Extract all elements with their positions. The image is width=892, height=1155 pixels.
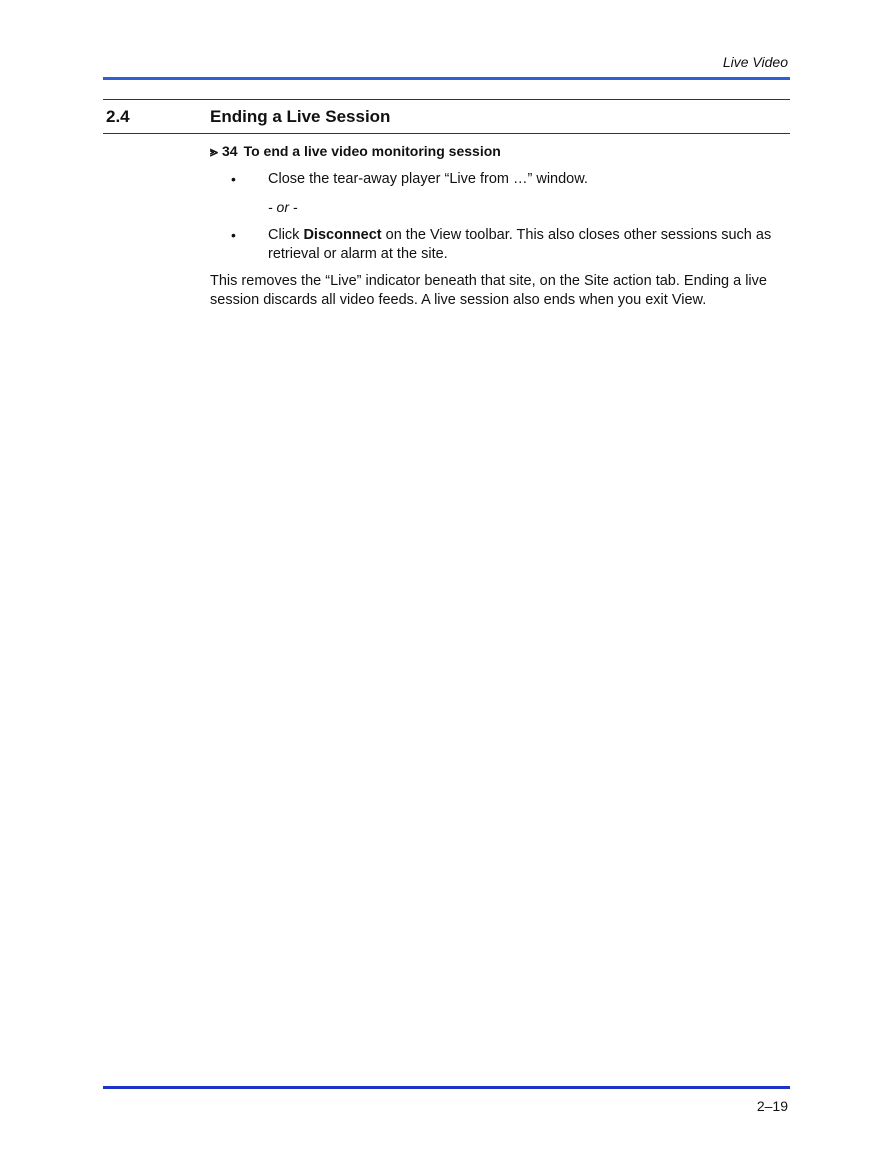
step-text-before: Click: [268, 227, 304, 243]
section-title: Ending a Live Session: [210, 107, 391, 126]
procedure-heading: [210, 143, 501, 160]
bullet-icon: •: [231, 227, 236, 243]
disconnect-command: Disconnect: [303, 227, 382, 243]
step-text: [268, 226, 788, 264]
arrow-right-icon: ⪢: [210, 143, 218, 159]
running-header-title: Live Video: [722, 54, 788, 70]
procedure-title: To end a live video monitoring session: [243, 143, 501, 159]
section-number: 2.4: [106, 107, 130, 126]
procedure-number: 34: [222, 143, 238, 159]
page-number: 2–19: [756, 1098, 788, 1114]
section-rule-top: [103, 99, 790, 100]
footer-rule: [103, 1086, 790, 1089]
bullet-icon: •: [231, 171, 236, 187]
step-text: Close the tear-away player “Live from …” window.: [268, 171, 588, 187]
section-rule-bottom: [103, 133, 790, 134]
or-separator: - or -: [268, 199, 298, 215]
body-paragraph: This removes the “Live” indicator beneath that site, on the Site action tab. Ending a live session discards all video feeds. A live session also ends when you exit View.: [210, 273, 767, 308]
header-rule: [103, 77, 790, 80]
step-text-after: on the View toolbar. This also closes other sessions such as retrieval or alarm at the site.: [268, 227, 772, 262]
